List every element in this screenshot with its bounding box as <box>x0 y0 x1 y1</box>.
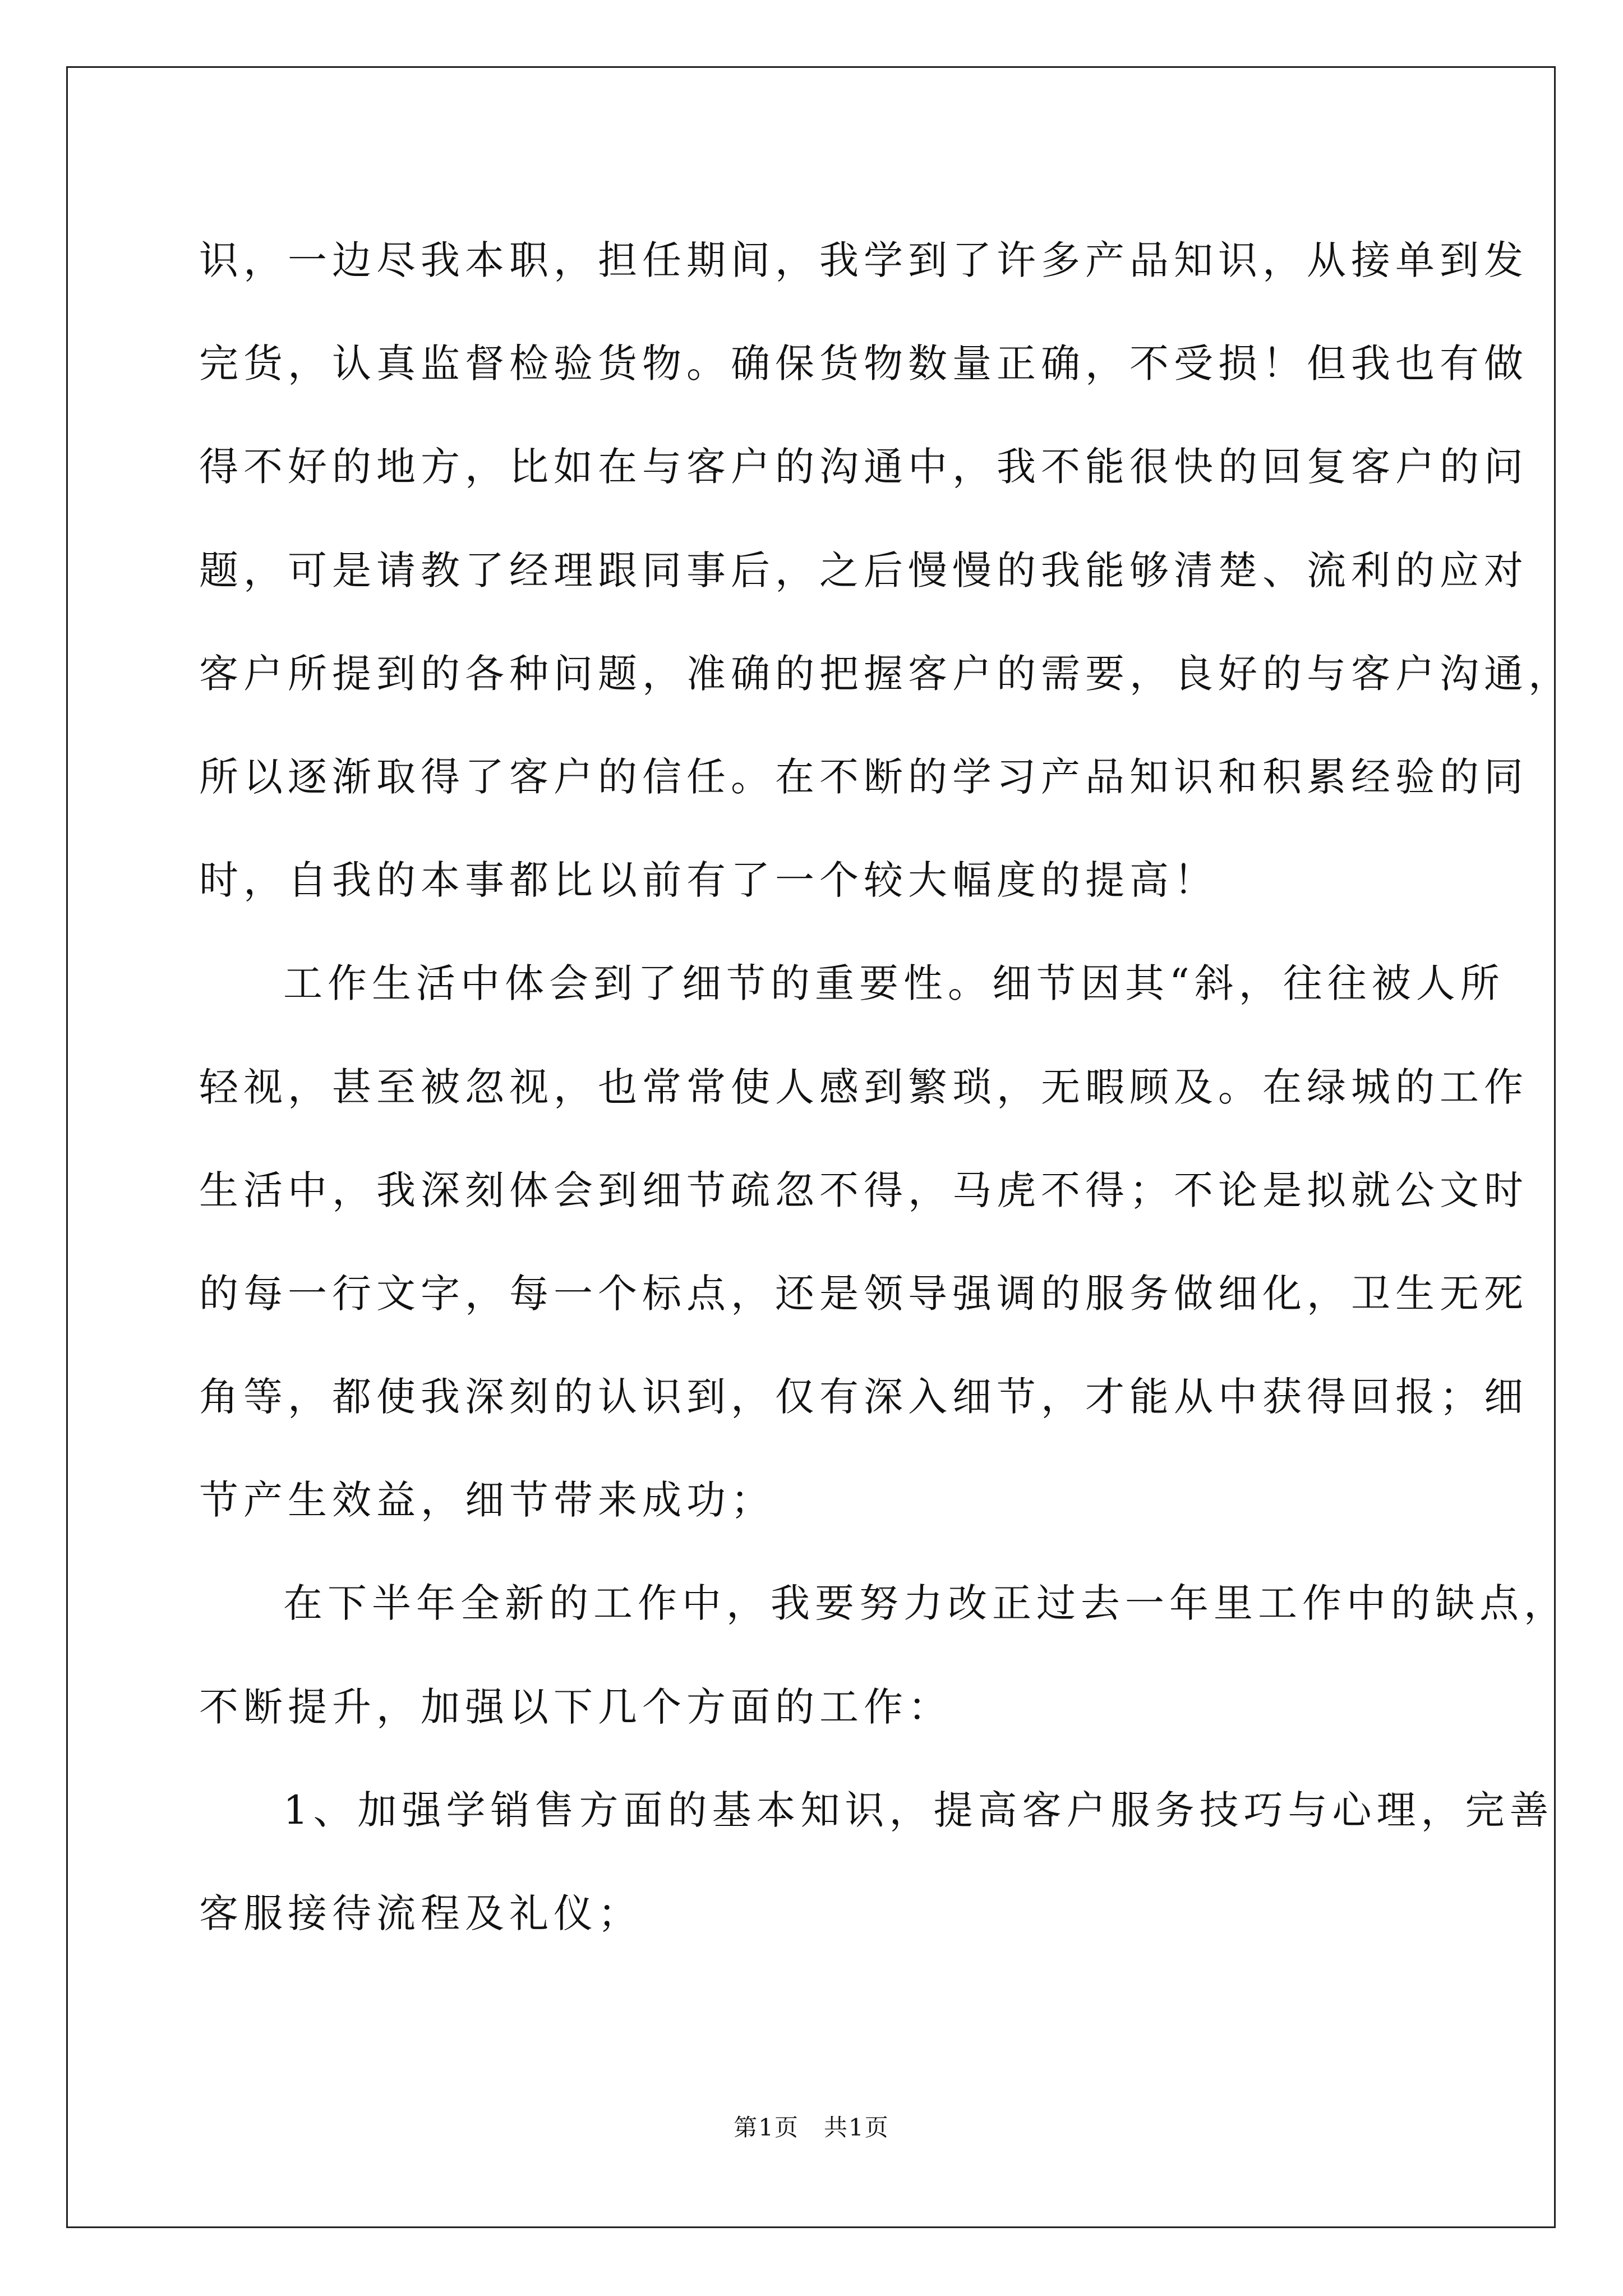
text-line: 完货，认真监督检验货物。确保货物数量正确，不受损！但我也有做 <box>199 341 1528 387</box>
document-body <box>199 209 1573 1965</box>
text-line: 角等，都使我深刻的认识到，仅有深入细节，才能从中获得回报；细 <box>199 1374 1528 1420</box>
text-line: 客户所提到的各种问题，准确的把握客户的需要，良好的与客户沟通， <box>199 650 1573 697</box>
text-line: 题，可是请教了经理跟同事后，之后慢慢的我能够清楚、流利的应对 <box>199 547 1528 593</box>
paragraph-start-line: 1、加强学销售方面的基本知识，提高客户服务技巧与心理，完善 <box>283 1787 1554 1833</box>
page-number: 第1页 共1页 <box>734 2114 889 2141</box>
text-line: 得不好的地方，比如在与客户的沟通中，我不能很快的回复客户的问 <box>199 444 1528 490</box>
paragraph-start-line: 工作生活中体会到了细节的重要性。细节因其“斜，往往被人所 <box>283 960 1505 1007</box>
text-line: 所以逐渐取得了客户的信任。在不断的学习产品知识和积累经验的同 <box>199 753 1528 800</box>
text-line: 生活中，我深刻体会到细节疏忽不得，马虎不得；不论是拟就公文时 <box>199 1167 1528 1213</box>
text-line: 客服接待流程及礼仪； <box>199 1890 642 1936</box>
text-line: 不断提升，加强以下几个方面的工作： <box>199 1683 952 1730</box>
text-line: 的每一行文字，每一个标点，还是领导强调的服务做细化，卫生无死 <box>199 1270 1528 1317</box>
text-line: 时，自我的本事都比以前有了一个较大幅度的提高！ <box>199 857 1218 904</box>
text-line: 识，一边尽我本职，担任期间，我学到了许多产品知识，从接单到发 <box>199 237 1528 283</box>
text-line: 轻视，甚至被忽视，也常常使人感到繁琐，无暇顾及。在绿城的工作 <box>199 1064 1528 1110</box>
paragraph-start-line: 在下半年全新的工作中，我要努力改正过去一年里工作中的缺点， <box>283 1580 1568 1627</box>
text-line: 节产生效益，细节带来成功； <box>199 1477 775 1524</box>
